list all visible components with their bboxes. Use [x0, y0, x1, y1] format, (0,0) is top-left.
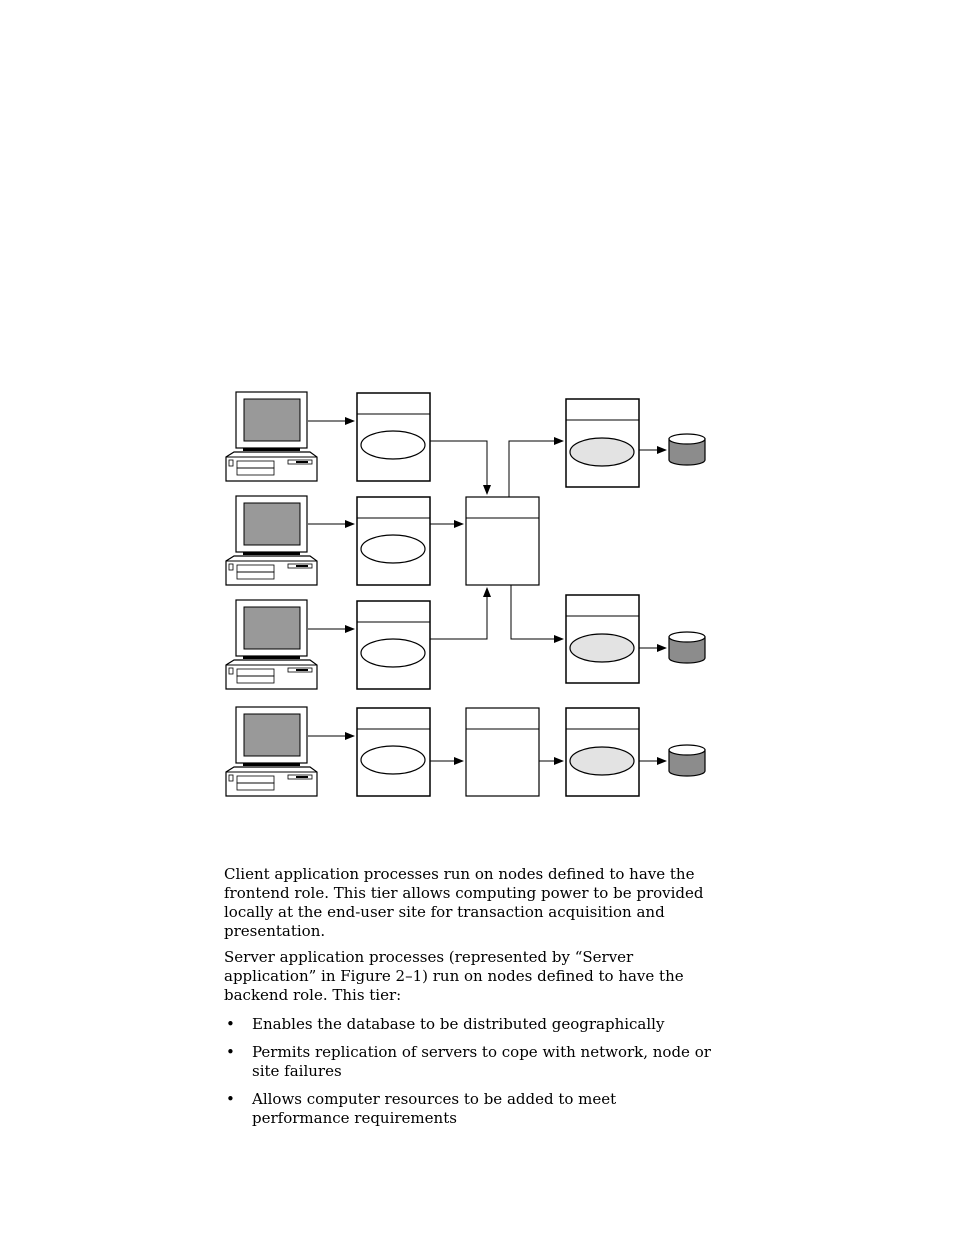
workstation-4 — [226, 707, 317, 796]
client-process — [361, 639, 425, 667]
server-process — [570, 634, 634, 662]
bullet-icon: • — [226, 1043, 235, 1061]
server-node-1 — [566, 399, 639, 487]
bullet-icon: • — [226, 1015, 235, 1033]
database-icon — [669, 745, 705, 776]
database-icon — [669, 434, 705, 465]
server-node-3 — [566, 708, 639, 796]
tier-benefits-list — [224, 1015, 714, 1137]
body-text — [224, 865, 714, 941]
workstation-2 — [226, 496, 317, 585]
server-process — [570, 438, 634, 466]
server-process — [570, 747, 634, 775]
client-node-1 — [357, 393, 430, 481]
client-node-2 — [357, 497, 430, 585]
screen — [244, 607, 300, 649]
list-item: • Permits replication of servers to cope with network, node or site failures — [226, 1043, 711, 1080]
client-process — [361, 746, 425, 774]
middle-node-1 — [466, 497, 539, 585]
server-node-2 — [566, 595, 639, 683]
body-text-2 — [224, 948, 714, 1005]
client-process — [361, 431, 425, 459]
paragraph-client-tier: Client application processes run on nodes defined to have the frontend role. This tier allows computing power to be provided locally at the end-user site for transaction acquisition and presentation. — [224, 865, 704, 940]
list-item: • Enables the database to be distributed geographically — [226, 1015, 665, 1033]
workstation-1 — [226, 392, 317, 481]
list-item: • Allows computer resources to be added to meet performance requirements — [226, 1090, 617, 1127]
screen — [244, 714, 300, 756]
client-node-4 — [357, 708, 430, 796]
paragraph-server-tier: Server application processes (represented by “Server application” in Figure 2–1) run on nodes defined to have the backend role. This tier: — [224, 948, 684, 1004]
client-node-3 — [357, 601, 430, 689]
screen — [244, 503, 300, 545]
screen — [244, 399, 300, 441]
client-process — [361, 535, 425, 563]
bullet-icon: • — [226, 1090, 235, 1108]
middle-node-2 — [466, 708, 539, 796]
workstation-3 — [226, 600, 317, 689]
database-icon — [669, 632, 705, 663]
